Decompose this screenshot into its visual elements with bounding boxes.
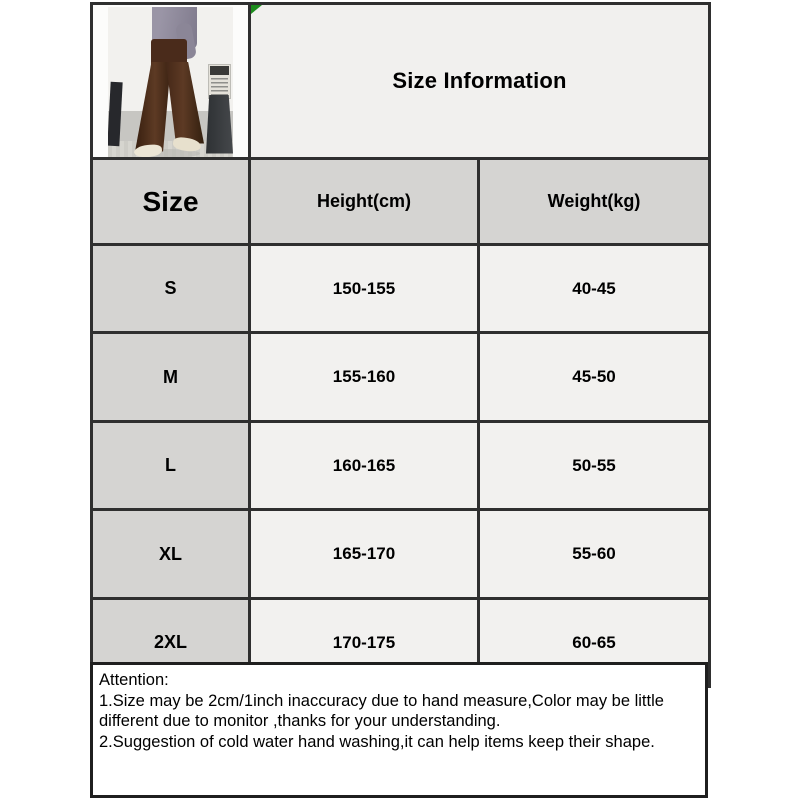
table-row-l (92, 422, 710, 510)
height-value: 160-165 (250, 422, 479, 510)
green-corner-marker-icon (251, 5, 262, 14)
column-header-row (92, 159, 710, 245)
column-header-size: Size (92, 159, 250, 245)
size-information-title: Size Information (392, 68, 567, 93)
column-header-weight: Weight(kg) (479, 159, 710, 245)
size-information-header-cell (250, 4, 710, 159)
size-label: 2XL (92, 599, 250, 687)
table-row-m (92, 333, 710, 422)
height-value: 150-155 (250, 245, 479, 333)
weight-value: 55-60 (479, 510, 710, 599)
attention-line: 2.Suggestion of cold water hand washing,it can help items keep their shape. (99, 732, 655, 751)
size-label: M (92, 333, 250, 422)
photo-poster-masthead (210, 66, 229, 75)
size-label: L (92, 422, 250, 510)
photo-poster (209, 65, 230, 98)
size-table (90, 2, 711, 688)
size-label: S (92, 245, 250, 333)
weight-value: 50-55 (479, 422, 710, 510)
size-label: XL (92, 510, 250, 599)
table-row-s (92, 245, 710, 333)
photo-bin (206, 95, 233, 154)
attention-line: different due to monitor ,thanks for your understanding. (99, 712, 501, 730)
column-header-height: Height(cm) (250, 159, 479, 245)
attention-line: 1.Size may be 2cm/1inch inaccuracy due to hand measure,Color may be little (99, 691, 664, 710)
product-photo (108, 7, 233, 157)
weight-value: 40-45 (479, 245, 710, 333)
height-value: 170-175 (250, 599, 479, 687)
attention-note-box (90, 662, 708, 798)
weight-value: 45-50 (479, 333, 710, 422)
top-row (92, 4, 710, 159)
table-row-xl (92, 510, 710, 599)
product-photo-cell (92, 4, 250, 159)
weight-value: 60-65 (479, 599, 710, 687)
attention-heading: Attention: (99, 671, 169, 689)
height-value: 155-160 (250, 333, 479, 422)
height-value: 165-170 (250, 510, 479, 599)
photo-poster-textlines (211, 78, 228, 95)
